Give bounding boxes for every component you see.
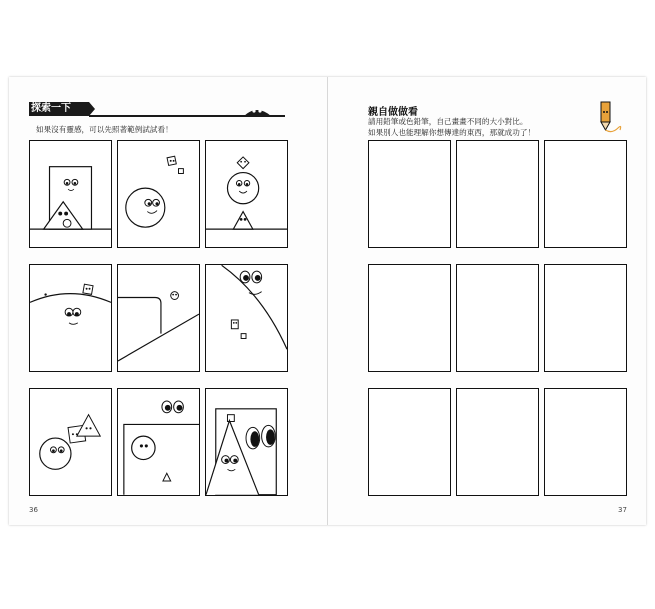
- page-number-left: 36: [29, 506, 38, 514]
- example-panel-4: [29, 264, 112, 372]
- example-panel-5: [117, 264, 200, 372]
- section-title: 探索一下: [31, 103, 71, 114]
- right-instruction-line-1: 請用鉛筆或色鉛筆，自己畫畫不同的大小對比。: [368, 117, 528, 126]
- example-panel-6: [205, 264, 288, 372]
- drawing-box-8[interactable]: [456, 388, 539, 496]
- pencil-icon: [594, 100, 628, 134]
- example-panel-3: [205, 140, 288, 248]
- example-panel-1: [29, 140, 112, 248]
- drawing-box-4[interactable]: [368, 264, 451, 372]
- drawing-box-9[interactable]: [544, 388, 627, 496]
- right-page-title: 親自做做看: [368, 107, 418, 118]
- example-panel-2: [117, 140, 200, 248]
- drawing-box-6[interactable]: [544, 264, 627, 372]
- left-instruction: 如果沒有靈感，可以先照著範例試試看！: [36, 125, 173, 134]
- drawing-box-5[interactable]: [456, 264, 539, 372]
- drawing-box-2[interactable]: [456, 140, 539, 248]
- drawing-box-3[interactable]: [544, 140, 627, 248]
- drawing-box-7[interactable]: [368, 388, 451, 496]
- book-spine: [327, 77, 328, 525]
- example-panel-7: [29, 388, 112, 496]
- example-panel-9: [205, 388, 288, 496]
- page-number-right: 37: [618, 506, 627, 514]
- right-instruction-line-2: 如果別人也能理解你想傳達的東西，那就成功了！: [368, 128, 536, 137]
- example-panel-8: [117, 388, 200, 496]
- drawing-box-1[interactable]: [368, 140, 451, 248]
